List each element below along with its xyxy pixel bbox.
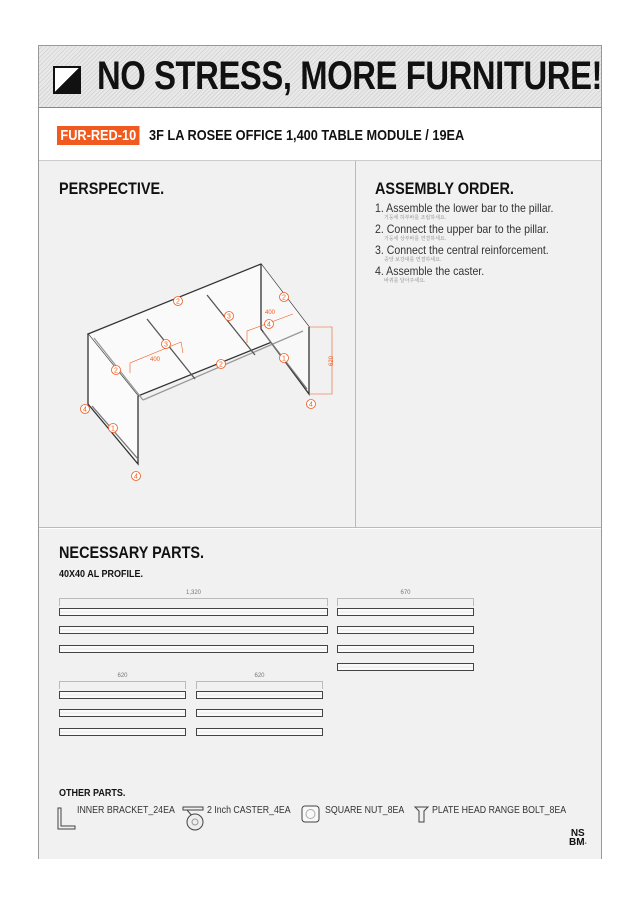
parts-heading: NECESSARY PARTS.	[59, 543, 205, 562]
profile-bar	[59, 626, 328, 634]
assembly-step	[375, 202, 578, 222]
right-leg-frame	[261, 264, 309, 394]
step-text: 4. Assemble the caster.	[375, 264, 485, 278]
other-part-label: 2 Inch CASTER_4EA	[207, 805, 291, 816]
profile-bar	[337, 608, 474, 616]
brand-logo: NS BM-	[569, 828, 587, 848]
other-part-label: SQUARE NUT_8EA	[325, 805, 405, 816]
dimension-label: 400	[265, 310, 276, 316]
step-text-ko: 기둥에 상부바를 연결하세요.	[384, 236, 447, 242]
callout-number: 4	[267, 321, 271, 329]
callout-number: 1	[111, 425, 115, 433]
profile-bar	[196, 728, 323, 736]
other-part-label: INNER BRACKET_24EA	[77, 805, 175, 816]
dimension-line	[59, 590, 328, 606]
profile-bar	[59, 645, 328, 653]
drawing-section	[39, 161, 601, 528]
assembly-step	[375, 265, 578, 285]
dimension-label: 620	[329, 355, 335, 366]
other-parts-heading: OTHER PARTS.	[59, 788, 126, 799]
parts-section	[39, 529, 601, 859]
header-banner	[39, 46, 601, 108]
callout-number: 1	[282, 355, 286, 363]
logo-square-icon	[53, 66, 81, 94]
dimension-line	[59, 673, 186, 689]
dimension-line	[196, 673, 323, 689]
callout-number: 2	[282, 294, 286, 302]
product-code-badge: FUR-RED-10	[57, 126, 140, 145]
callout-number: 2	[114, 367, 118, 375]
step-text-ko: 기둥에 하부바를 조립하세요.	[384, 215, 447, 221]
callout-number: 2	[176, 298, 180, 306]
assembly-steps	[375, 202, 578, 286]
assembly-heading: ASSEMBLY ORDER.	[375, 179, 514, 198]
callout-number: 4	[309, 401, 313, 409]
dimension-label: 1,320	[185, 590, 201, 596]
dimension-label: 620	[254, 673, 265, 679]
profile-bar	[59, 691, 186, 699]
instruction-sheet	[38, 45, 602, 859]
assembly-step	[375, 223, 578, 243]
step-text: 2. Connect the upper bar to the pillar.	[375, 222, 549, 236]
other-part-label: PLATE HEAD RANGE BOLT_8EA	[432, 805, 567, 816]
square-nut-icon	[301, 805, 321, 825]
caster-icon	[181, 805, 209, 833]
step-text-ko: 중앙 보강대를 연결하세요.	[384, 257, 442, 263]
profile-bar	[337, 663, 474, 671]
profile-bar	[196, 691, 323, 699]
page-title: NO STRESS, MORE FURNITURE!	[97, 54, 603, 98]
product-title: 3F LA ROSEE OFFICE 1,400 TABLE MODULE / 19EA	[149, 127, 465, 144]
step-text-ko: 바퀴를 달아주세요.	[384, 278, 426, 284]
assembly-step	[375, 244, 578, 264]
step-text: 3. Connect the central reinforcement.	[375, 243, 549, 257]
dimension-label: 670	[400, 590, 411, 596]
profile-bar	[59, 608, 328, 616]
callout-number: 3	[164, 341, 168, 349]
dimension-label: 620	[117, 673, 128, 679]
inner-bracket-icon	[55, 806, 77, 832]
dimension-line	[337, 590, 474, 606]
step-text: 1. Assemble the lower bar to the pillar.	[375, 201, 554, 215]
table-perspective-drawing	[39, 161, 355, 528]
callout-number: 3	[227, 313, 231, 321]
profile-bar	[59, 709, 186, 717]
divider	[355, 161, 356, 528]
product-row	[39, 108, 601, 161]
profile-heading: 40X40 AL PROFILE.	[59, 569, 144, 580]
callout-number: 2	[219, 361, 223, 369]
plate-head-bolt-icon	[414, 805, 430, 825]
dimension-label: 400	[150, 357, 161, 363]
profile-bar	[196, 709, 323, 717]
perspective-heading: PERSPECTIVE.	[59, 179, 165, 198]
profile-bar	[337, 645, 474, 653]
profile-bar	[337, 626, 474, 634]
callout-number: 4	[134, 473, 138, 481]
callout-number: 4	[83, 406, 87, 414]
profile-bar	[59, 728, 186, 736]
